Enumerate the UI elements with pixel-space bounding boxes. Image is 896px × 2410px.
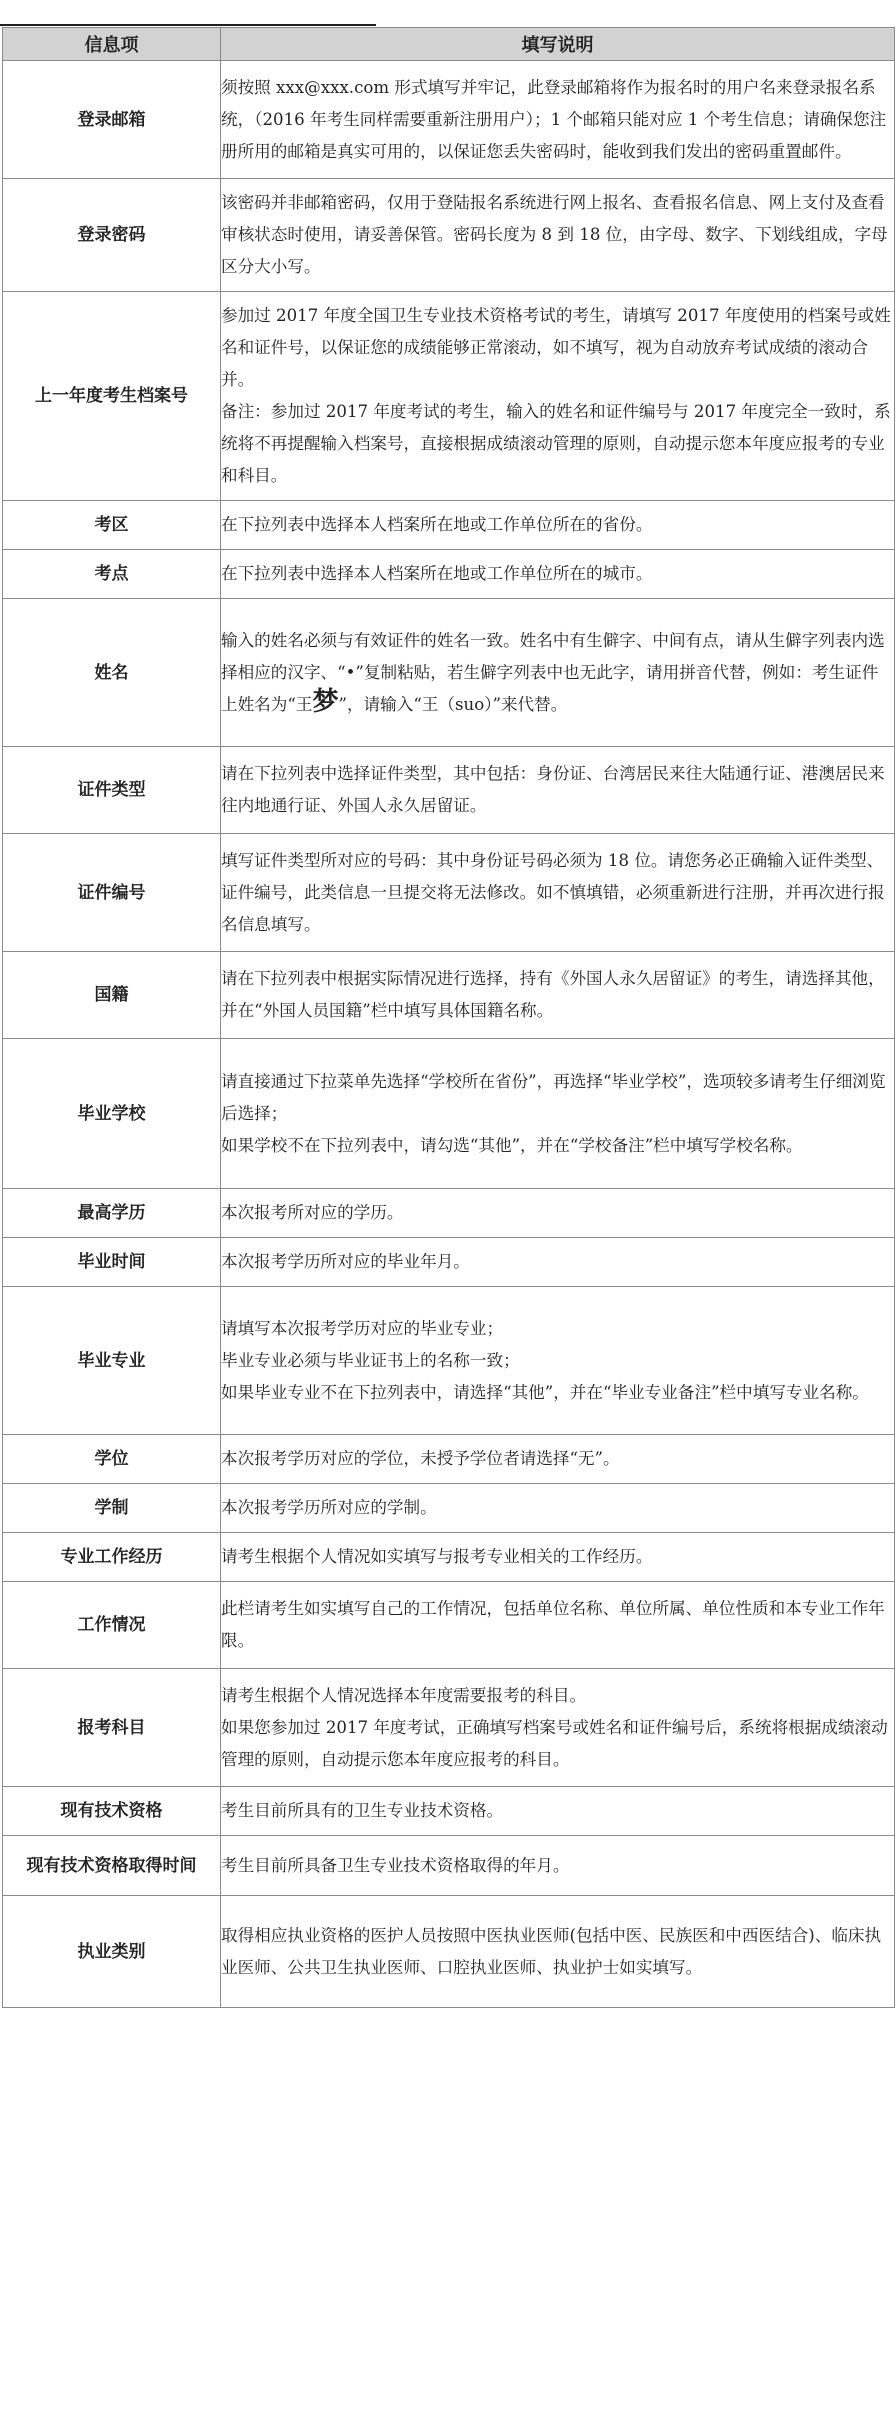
description-line: 在下拉列表中选择本人档案所在地或工作单位所在的省份。 — [221, 515, 653, 534]
row-description — [221, 1787, 895, 1836]
description-line: 请填写本次报考学历对应的毕业专业； — [221, 1318, 504, 1338]
description-line: 考生目前所具备卫生专业技术资格取得的年月。 — [221, 1855, 570, 1875]
description-line: 本次报考学历对应的学位，未授予学位者请选择“无”。 — [221, 1449, 620, 1468]
description-line: 本次报考学历所对应的学制。 — [221, 1498, 437, 1517]
description-line: 考生目前所具有的卫生专业技术资格。 — [221, 1801, 504, 1820]
table-row — [3, 599, 895, 747]
table-row — [3, 834, 895, 952]
row-key: 毕业时间 — [3, 1238, 221, 1287]
description-line: 本次报考所对应的学历。 — [221, 1203, 404, 1222]
table-row — [3, 1533, 895, 1582]
table-row — [3, 292, 895, 501]
rare-character-example: 梦 — [312, 686, 339, 717]
description-line — [221, 625, 894, 721]
table-row — [3, 550, 895, 599]
row-key: 现有技术资格 — [3, 1787, 221, 1836]
table-row — [3, 1287, 895, 1435]
table-row — [3, 1787, 895, 1836]
description-line: 须按照 xxx@xxx.com 形式填写并牢记，此登录邮箱将作为报名时的用户名来登录报名系统，（2016 年考生同样需要重新注册用户）；1 个邮箱只能对应 1 个考生信息；请确保您注册所用的邮箱是真实可用的，以保证您丢失密码时，能收到我们发出的密码重置邮件。 — [221, 77, 887, 161]
row-key: 国籍 — [3, 952, 221, 1039]
top-rule — [0, 24, 376, 26]
description-line: 毕业专业必须与毕业证书上的名称一致； — [221, 1350, 520, 1370]
row-description — [221, 1039, 895, 1189]
row-key: 最高学历 — [3, 1189, 221, 1238]
description-line: 本次报考学历所对应的毕业年月。 — [221, 1252, 470, 1271]
row-key: 毕业学校 — [3, 1039, 221, 1189]
row-description — [221, 61, 895, 179]
description-line: 取得相应执业资格的医护人员按照中医执业医师(包括中医、民族医和中西医结合)、临床执业医师、公共卫生执业医师、口腔执业医师、执业护士如实填写。 — [221, 1925, 882, 1977]
table-header-row — [3, 28, 895, 61]
row-key: 姓名 — [3, 599, 221, 747]
name-note-text: 输入的姓名必须与有效证件的姓名一致。姓名中有生僻字、中间有点，请从生僻字列表内选择相应的汉字、“•”复制粘贴，若生僻字列表中也无此字，请用拼音代替，例如：考生证件上姓名为“王 — [221, 630, 885, 714]
table-row — [3, 1238, 895, 1287]
description-line: 如果毕业专业不在下拉列表中，请选择“其他”，并在“毕业专业备注”栏中填写专业名称。 — [221, 1382, 869, 1402]
row-key: 工作情况 — [3, 1582, 221, 1669]
table-row — [3, 1435, 895, 1484]
row-description — [221, 1484, 895, 1533]
table-row — [3, 952, 895, 1039]
description-line: 请考生根据个人情况选择本年度需要报考的科目。 — [221, 1685, 587, 1705]
row-key: 学制 — [3, 1484, 221, 1533]
description-line: 在下拉列表中选择本人档案所在地或工作单位所在的城市。 — [221, 564, 653, 583]
row-key: 执业类别 — [3, 1896, 221, 2008]
row-description — [221, 747, 895, 834]
description-line: 请在下拉列表中选择证件类型，其中包括：身份证、台湾居民来往大陆通行证、港澳居民来往内地通行证、外国人永久居留证。 — [221, 764, 885, 815]
row-description — [221, 834, 895, 952]
row-description — [221, 1582, 895, 1669]
table-row — [3, 501, 895, 550]
row-description — [221, 1533, 895, 1582]
row-key: 登录邮箱 — [3, 61, 221, 179]
row-key: 考点 — [3, 550, 221, 599]
table-row — [3, 1484, 895, 1533]
row-key: 毕业专业 — [3, 1287, 221, 1435]
row-description — [221, 1896, 895, 2008]
description-line: 请考生根据个人情况如实填写与报考专业相关的工作经历。 — [221, 1547, 653, 1566]
row-key: 登录密码 — [3, 179, 221, 292]
description-line: 如果您参加过 2017 年度考试，正确填写档案号或姓名和证件编号后，系统将根据成绩滚动管理的原则，自动提示您本年度应报考的科目。 — [221, 1717, 888, 1769]
table-row — [3, 1896, 895, 2008]
table-row — [3, 1836, 895, 1896]
description-line: 填写证件类型所对应的号码：其中身份证号码必须为 18 位。请您务必正确输入证件类型、证件编号，此类信息一旦提交将无法修改。如不慎填错，必须重新进行注册，并再次进行报名信息填写。 — [221, 850, 885, 934]
description-line: 请直接通过下拉菜单先选择“学校所在省份”，再选择“毕业学校”，选项较多请考生仔细浏览后选择； — [221, 1071, 886, 1123]
table-row — [3, 179, 895, 292]
registration-field-guide-table — [2, 27, 895, 2008]
row-description — [221, 501, 895, 550]
table-row — [3, 1669, 895, 1787]
row-description — [221, 179, 895, 292]
row-key: 证件类型 — [3, 747, 221, 834]
row-key: 证件编号 — [3, 834, 221, 952]
description-line: 如果学校不在下拉列表中，请勾选“其他”，并在“学校备注”栏中填写学校名称。 — [221, 1135, 803, 1155]
row-description — [221, 1287, 895, 1435]
row-description — [221, 1189, 895, 1238]
description-line: 请在下拉列表中根据实际情况进行选择，持有《外国人永久居留证》的考生，请选择其他，并在“外国人员国籍”栏中填写具体国籍名称。 — [221, 969, 885, 1020]
row-key: 专业工作经历 — [3, 1533, 221, 1582]
header-info-item: 信息项 — [3, 28, 221, 61]
description-line: 该密码并非邮箱密码，仅用于登陆报名系统进行网上报名、查看报名信息、网上支付及查看审核状态时使用，请妥善保管。密码长度为 8 到 18 位，由字母、数字、下划线组成，字母区分大小写。 — [221, 193, 888, 276]
table-row — [3, 61, 895, 179]
row-description — [221, 1435, 895, 1484]
description-line: 此栏请考生如实填写自己的工作情况，包括单位名称、单位所属、单位性质和本专业工作年限。 — [221, 1599, 885, 1650]
table-row — [3, 1582, 895, 1669]
row-description — [221, 1836, 895, 1896]
row-description — [221, 952, 895, 1039]
table-row — [3, 1189, 895, 1238]
row-key: 报考科目 — [3, 1669, 221, 1787]
name-note-text: ”，请输入“王（suo）”来代替。 — [338, 694, 568, 714]
row-description — [221, 550, 895, 599]
row-description — [221, 1669, 895, 1787]
row-description — [221, 292, 895, 501]
row-description — [221, 1238, 895, 1287]
row-key: 上一年度考生档案号 — [3, 292, 221, 501]
row-key: 现有技术资格取得时间 — [3, 1836, 221, 1896]
table-row — [3, 1039, 895, 1189]
description-line: 参加过 2017 年度全国卫生专业技术资格考试的考生，请填写 2017 年度使用的档案号或姓名和证件号，以保证您的成绩能够正常滚动，如不填写，视为自动放弃考试成绩的滚动合并。 — [221, 306, 891, 389]
description-line: 备注：参加过 2017 年度考试的考生，输入的姓名和证件编号与 2017 年度完全一致时，系统将不再提醒输入档案号，直接根据成绩滚动管理的原则，自动提示您本年度应报考的专业和科目。 — [221, 402, 891, 485]
row-key: 学位 — [3, 1435, 221, 1484]
table-row — [3, 747, 895, 834]
header-fill-instructions: 填写说明 — [221, 28, 895, 61]
row-key: 考区 — [3, 501, 221, 550]
row-description — [221, 599, 895, 747]
